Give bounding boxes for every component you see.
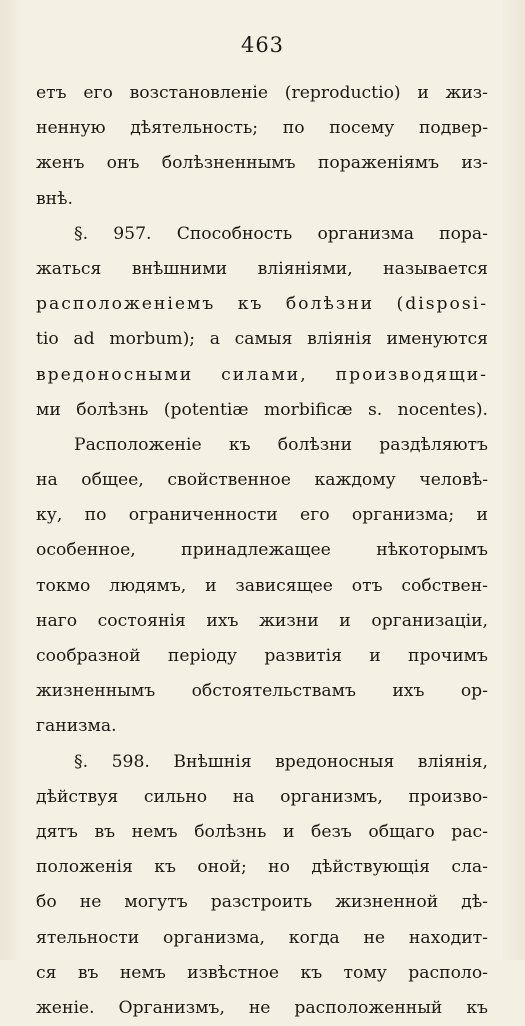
text-line: дѣйствуя сильно на организмъ, произво- bbox=[36, 786, 488, 807]
paragraph-predisposition-start: Расположеніе къ болѣзни раздѣляютъ bbox=[74, 434, 488, 455]
text-line: ганизма. bbox=[36, 716, 117, 737]
text-line: бо не могутъ разстроить жизненной дѣ- bbox=[36, 892, 488, 913]
text-line: ми болѣзнь (potentiæ morbificæ s. nocentes). bbox=[36, 399, 488, 420]
text-line: токмо людямъ, и зависящее отъ собствен- bbox=[36, 575, 488, 596]
page-number: 463 bbox=[240, 33, 285, 57]
text-line: жаться внѣшними вліяніями, называется bbox=[36, 258, 488, 279]
text-line: ятельности организма, когда не находит- bbox=[36, 927, 488, 948]
text-line: наго состоянія ихъ жизни и организаціи, bbox=[36, 610, 488, 631]
text-line: женіе. Организмъ, не расположенный къ bbox=[36, 997, 488, 1018]
text-line: вредоносными силами, производящи- bbox=[36, 364, 488, 385]
text-line: сообразной періоду развитія и прочимъ bbox=[36, 646, 488, 666]
text-line: ненную дѣятельность; по посему подвер- bbox=[36, 118, 488, 139]
paragraph-598-start: §. 598. Внѣшнія вредоносныя вліянія, bbox=[74, 751, 488, 772]
body-text bbox=[36, 76, 488, 1026]
text-line: женъ онъ болѣзненнымъ пораженіямъ из- bbox=[36, 153, 488, 174]
text-line: внѣ. bbox=[36, 188, 73, 209]
text-line: ся въ немъ извѣстное къ тому располо- bbox=[36, 962, 488, 983]
text-line: tio ad morbum); а самыя вліянія именуются bbox=[36, 329, 488, 350]
text-line: расположеніемъ къ болѣзни (disposi- bbox=[36, 294, 488, 315]
text-line: дятъ въ немъ болѣзнь и безъ общаго рас- bbox=[36, 821, 488, 842]
paragraph-957-start: §. 957. Способность организма пора- bbox=[74, 223, 488, 244]
text-line: жизненнымъ обстоятельствамъ ихъ ор- bbox=[36, 681, 488, 702]
text-line: ку, по ограниченности его организма; и bbox=[36, 505, 488, 526]
text-line: положенія къ оной; но дѣйствующія сла- bbox=[36, 857, 488, 878]
text-line: особенное, принадлежащее нѣкоторымъ bbox=[36, 540, 488, 561]
text-line: етъ его возстановленіе (reproductio) и жиз- bbox=[36, 83, 488, 103]
text-line: на общее, свойственное каждому человѣ- bbox=[36, 470, 488, 491]
